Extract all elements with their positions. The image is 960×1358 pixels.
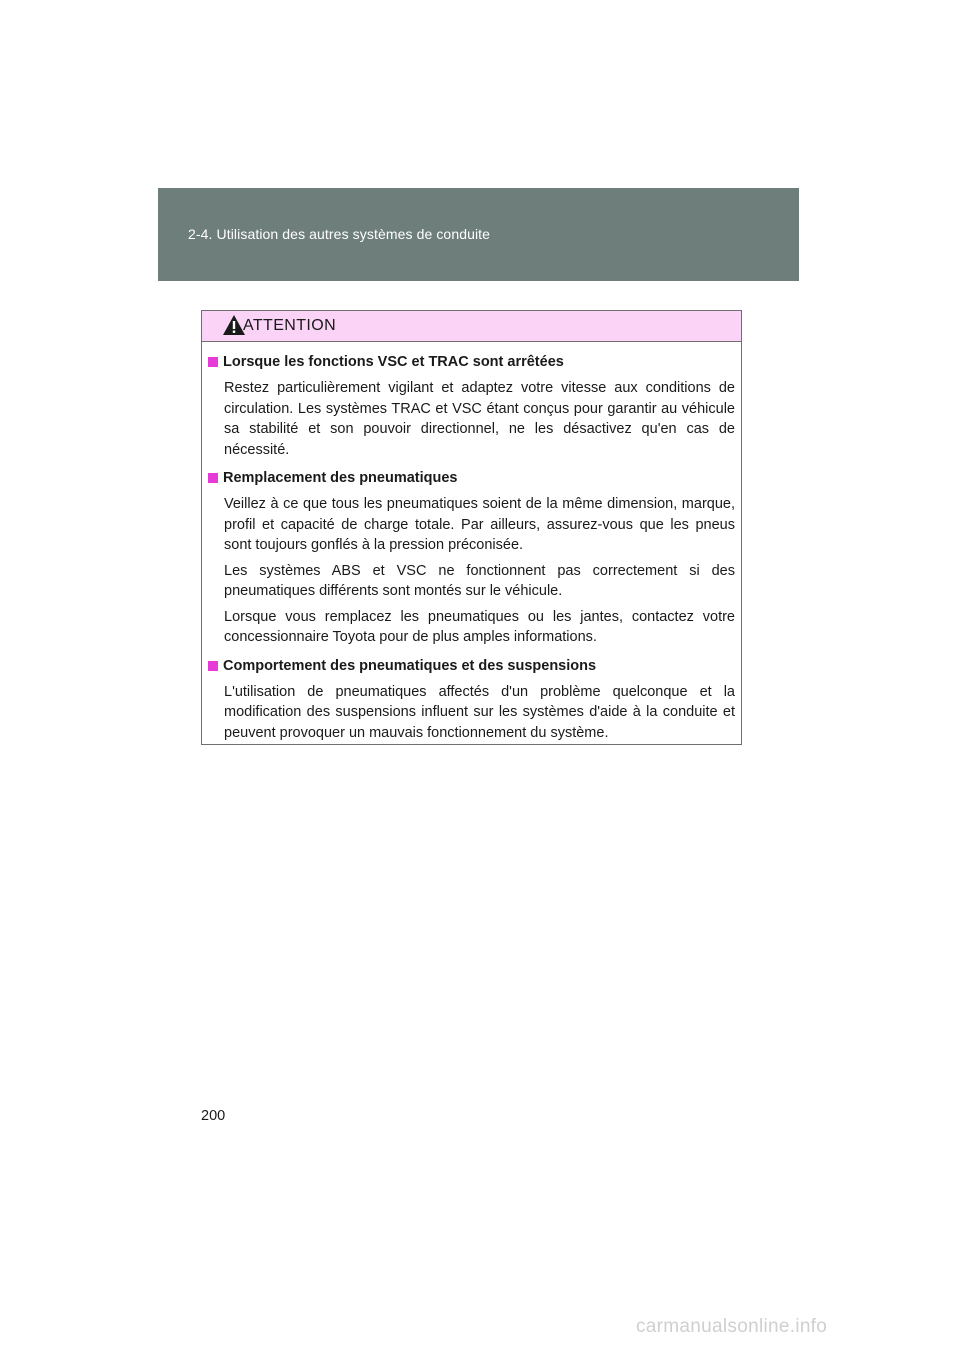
caution-header <box>202 311 741 342</box>
square-bullet-icon <box>208 473 218 483</box>
caution-paragraph: Restez particulièrement vigilant et adaptez votre vitesse aux conditions de circulation. Les systèmes TRAC et VSC étant conçus pour garantir au véhicule sa stabilité et son pouvoir directionnel, ne les désactivez qu'en cas de nécessité. <box>224 380 735 458</box>
caution-item-heading <box>208 352 735 373</box>
square-bullet-icon <box>208 661 218 671</box>
section-header-band <box>158 188 799 281</box>
caution-box <box>201 310 742 745</box>
watermark-text: carmanualsonline.info <box>636 1316 828 1337</box>
caution-paragraph: Lorsque vous remplacez les pneumatiques ou les jantes, contactez votre concessionnaire Toyota pour de plus amples informations. <box>224 608 735 645</box>
heading-text: Remplacement des pneumatiques <box>223 470 458 486</box>
square-bullet-icon <box>208 357 218 367</box>
heading-text: Lorsque les fonctions VSC et TRAC sont arrêtées <box>223 354 564 370</box>
caution-paragraph: Les systèmes ABS et VSC ne fonctionnent pas correctement si des pneumatiques différents sont montés sur le véhicule. <box>224 562 735 599</box>
caution-title: ATTENTION <box>243 317 337 334</box>
caution-paragraph: Veillez à ce que tous les pneumatiques soient de la même dimension, marque, profil et capacité de charge totale. Par ailleurs, assurez-vous que les pneus sont toujours gonflés à la pression préconisée. <box>224 496 735 553</box>
caution-item-heading <box>208 468 735 489</box>
heading-text: Comportement des pneumatiques et des suspensions <box>223 657 597 674</box>
caution-item-heading <box>208 656 735 677</box>
caution-body <box>202 342 741 743</box>
section-title: 2-4. Utilisation des autres systèmes de conduite <box>188 226 491 242</box>
page-number: 200 <box>201 1108 226 1124</box>
caution-paragraph: L'utilisation de pneumatiques affectés d'un problème quelconque et la modification des suspensions influent sur les systèmes d'aide à la conduite et peuvent provoquer un mauvais fonctionnement du système. <box>224 683 735 741</box>
